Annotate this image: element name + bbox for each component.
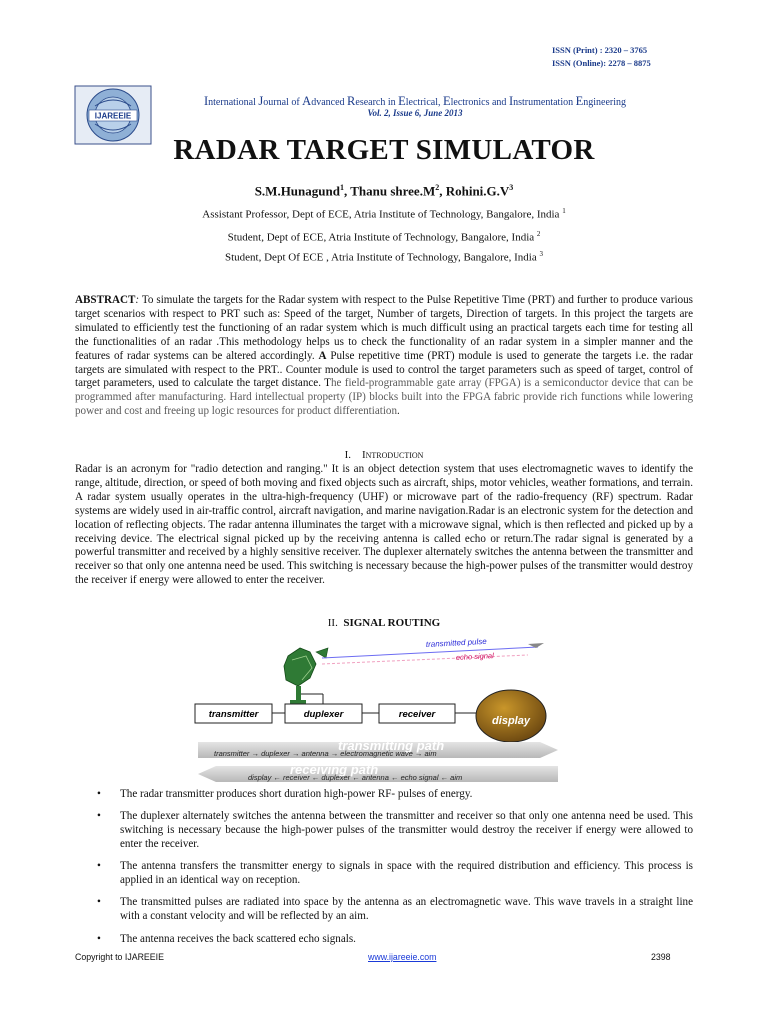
logo-text: IJAREEIE bbox=[94, 111, 132, 121]
echo-signal-label: echo signal bbox=[455, 651, 495, 662]
list-item-text: The transmitted pulses are radiated into space by the antenna as an electromagnetic wave. This wave travels in a straight line with a constant velocity and will be reflected by an aim. bbox=[120, 896, 693, 922]
footer-copyright: Copyright to IJAREEIE bbox=[75, 952, 164, 962]
receiving-path-label: receiving path bbox=[290, 762, 379, 777]
journal-word: ngineering bbox=[583, 97, 627, 108]
bullet-icon: • bbox=[97, 810, 101, 822]
journal-word: nstrumentation bbox=[513, 97, 576, 108]
introduction-paragraph: Radar is an acronym for "radio detection and ranging." It is an object detection system that uses electromagnetic waves to identify the range, altitude, direction, or speed of both moving and fixed objects such as aircraft, ships, motor vehicles, weather formations, and terrain. A radar system usually operates in the ultra-high-frequency (UHF) or microwave part of the radio-frequency (RF) spectrum. Radar systems are widely used in air-traffic control, aircraft navigation, and marine navigation.Radar is an electronic system for the detection and location of reflecting objects. The radar antenna illuminates the target with a microwave signal, which is then reflected and picked up by a receiving device. The electrical signal picked up by the receiving antenna is called echo or return.The radar signal is generated by a powerful transmitter and received by a highly sensitive receiver. The duplexer alternately switches the antenna between the transmitter and receiver so that only one antenna need be used. This switching is necessary because the high-power pulses of the transmitter would destroy the receiver if energy were allowed to enter the receiver. bbox=[75, 463, 693, 587]
abstract-bold-letter: A bbox=[318, 349, 327, 362]
affiliation-text: Student, Dept Of ECE , Atria Institute of Technology, Bangalore, India bbox=[225, 251, 540, 264]
journal-initial: A bbox=[302, 94, 312, 108]
author-superscript: 2 bbox=[435, 183, 440, 192]
list-item-text: The radar transmitter produces short duration high-power RF- pulses of energy. bbox=[120, 788, 473, 800]
list-item-text: The duplexer alternately switches the antenna between the transmitter and receiver so that only one antenna need be used. This switching is necessary because the high-power pulses of the transmitter would destroy the receiver if energy were allowed to enter the receiver. bbox=[120, 810, 693, 850]
abstract-colon: : bbox=[135, 294, 140, 306]
journal-word: lectronics and bbox=[450, 97, 509, 108]
bullet-icon: • bbox=[97, 896, 101, 908]
signal-routing-figure bbox=[188, 630, 566, 788]
abstract-letter: T bbox=[324, 377, 331, 390]
paper-title: RADAR TARGET SIMULATOR bbox=[173, 134, 595, 166]
affiliation-superscript: 3 bbox=[539, 250, 543, 258]
receiver-label: receiver bbox=[398, 709, 436, 720]
transmitter-label: transmitter bbox=[208, 709, 259, 720]
duplexer-label: duplexer bbox=[303, 709, 344, 720]
journal-initial: J bbox=[258, 94, 264, 108]
footer-url-link[interactable]: www.ijareeie.com bbox=[368, 952, 437, 962]
affiliation-superscript: 2 bbox=[536, 230, 541, 238]
author-name: Thanu shree.M bbox=[350, 183, 436, 199]
affiliation-text: Assistant Professor, Dept of ECE, Atria Institute of Technology, Bangalore, India bbox=[202, 208, 563, 221]
affiliation bbox=[0, 250, 768, 264]
journal-initial: R bbox=[347, 94, 356, 108]
journal-word: esearch in bbox=[355, 97, 399, 108]
issn-print: ISSN (Print) : 2320 – 3765 bbox=[552, 45, 648, 55]
affiliation-text: Student, Dept of ECE, Atria Institute of Technology, Bangalore, India bbox=[227, 231, 537, 244]
abstract-end: . bbox=[397, 405, 400, 418]
abstract-text: Pulse repetitive time (PRT) module is used to generate the targets i.e. the radar targets are simulated with respect to the PRT.. Counter module is used to control the target parameters such as speed of target, control of target parameters, used to calculate the target distance. bbox=[75, 349, 693, 390]
transmitted-pulse-label: transmitted pulse bbox=[425, 636, 487, 649]
journal-initial: I bbox=[508, 94, 514, 108]
author-name: Rohini.G.V bbox=[445, 183, 510, 199]
journal-initial: E bbox=[442, 94, 451, 108]
journal-word: ournal of bbox=[263, 97, 303, 108]
transmitting-chain-label: transmitter → duplexer → antenna → electromagnetic wave → aim bbox=[214, 749, 437, 758]
journal-word: dvanced bbox=[311, 97, 348, 108]
list-item-text: The antenna transfers the transmitter energy to signals in space with the required distribution and efficiency. This process is applied in an identical way on reception. bbox=[120, 860, 693, 886]
footer-page-number: 2398 bbox=[651, 952, 671, 962]
section-title: SIGNAL ROUTING bbox=[343, 617, 441, 629]
bullet-icon: • bbox=[97, 788, 101, 800]
author-separator: , bbox=[439, 183, 446, 199]
transmitting-path-label: transmitting path bbox=[338, 738, 445, 753]
receiving-chain-label: display ← receiver ← duplexer ← antenna ← echo signal ← aim bbox=[248, 773, 463, 782]
issn-block bbox=[552, 44, 651, 70]
section-number: II. bbox=[327, 617, 338, 629]
journal-word: nternational bbox=[208, 97, 259, 108]
section-title: Introduction bbox=[361, 449, 424, 461]
list-item-text: The antenna receives the back scattered echo signals. bbox=[120, 933, 356, 945]
journal-word: lectrical, bbox=[405, 97, 443, 108]
abstract-text: To simulate the targets for the Radar system with respect to the Pulse Repetitive Time (PRT) and further to produce various target scenarios with respect to PRT such as: Speed of the target, Number of targets, Direction of targets. In this project the targets are simulated to efficiently test the functioning of an radar system which is much difficult using an practical targets each time for testing all the functionalities of an radar .This methodology helps us to check the functionality of an radar system in a simpler manner and the features of radar systems can be altered accordingly. bbox=[75, 294, 693, 362]
bullet-icon: • bbox=[97, 860, 101, 872]
abstract-label: ABSTRACT bbox=[75, 294, 136, 306]
abstract-fpga-text: he field-programmable gate array (FPGA) is a semiconductor device that can be programmed after manufacturing. Hard intellectual property (IP) blocks built into the FPGA fabric provide rich functions while lowering power and cost and freeing up logic resources for product differentiation bbox=[75, 377, 694, 418]
issn-online: ISSN (Online): 2278 – 8875 bbox=[552, 58, 651, 68]
section-heading-signal-routing bbox=[0, 617, 768, 629]
author-name: S.M.Hunagund bbox=[254, 183, 340, 199]
bullet-icon: • bbox=[97, 933, 101, 945]
author-list bbox=[0, 183, 768, 199]
display-label: display bbox=[492, 715, 530, 727]
author-superscript: 1 bbox=[339, 183, 344, 192]
affiliation bbox=[0, 230, 768, 244]
journal-volume: Vol. 2, Issue 6, June 2013 bbox=[367, 108, 463, 118]
author-separator: , bbox=[343, 183, 351, 199]
abstract bbox=[75, 294, 693, 419]
author-superscript: 3 bbox=[509, 183, 514, 192]
affiliation bbox=[0, 207, 768, 221]
section-heading-introduction bbox=[0, 449, 768, 461]
antenna-icon bbox=[284, 648, 328, 704]
journal-initial: I bbox=[203, 94, 209, 108]
journal-initial: E bbox=[575, 94, 584, 108]
journal-initial: E bbox=[398, 94, 406, 108]
journal-name bbox=[150, 94, 680, 109]
affiliation-superscript: 1 bbox=[562, 207, 566, 215]
section-number: I. bbox=[344, 449, 351, 461]
